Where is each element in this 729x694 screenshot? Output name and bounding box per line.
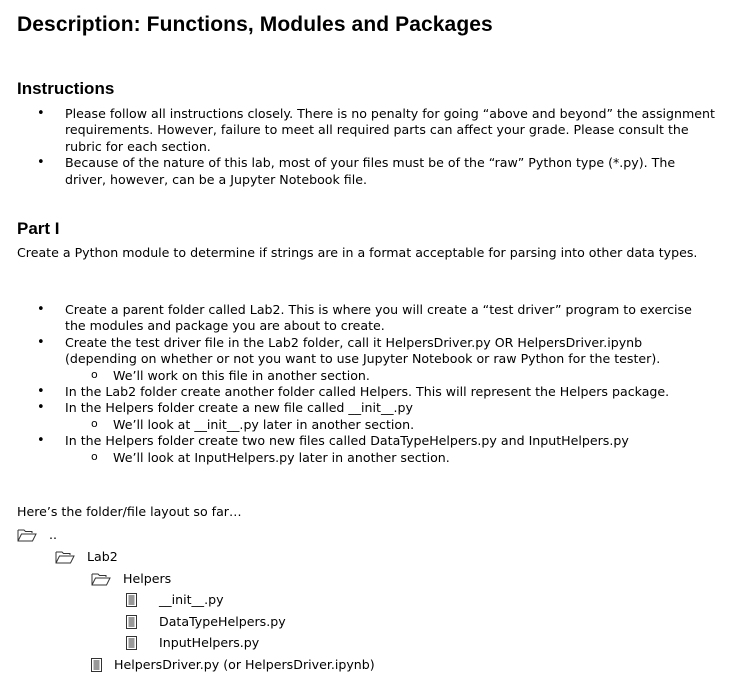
open-folder-icon <box>91 572 111 586</box>
tree-helpers-label: Helpers <box>123 571 172 586</box>
tree-root-row <box>17 527 57 543</box>
part1-intro: Create a Python module to determine if strings are in a format acceptable for parsing into other data types. <box>17 245 698 260</box>
open-folder-icon <box>55 550 75 564</box>
sub-list-item: o We’ll look at InputHelpers.py later in another section. <box>65 450 715 466</box>
list-item-text: In the Lab2 folder create another folder called Helpers. This will represent the Helpers package. <box>65 384 670 400</box>
tree-lab2-label: Lab2 <box>87 549 118 564</box>
instructions-heading: Instructions <box>17 79 115 98</box>
list-item <box>0 384 715 400</box>
list-item <box>0 400 715 433</box>
part1-list <box>0 302 729 466</box>
tree-file-label: __init__.py <box>159 592 224 607</box>
file-icon <box>126 615 137 629</box>
sub-list-item: o We’ll look at __init__.py later in another section. <box>65 417 715 433</box>
tree-root-label: .. <box>49 527 58 542</box>
tree-helpers-row <box>91 571 171 587</box>
list-item <box>0 335 715 384</box>
tree-driver-row <box>91 657 375 673</box>
list-item-text: In the Helpers folder create two new files called DataTypeHelpers.py and InputHelpers.py <box>65 433 629 449</box>
list-item <box>0 302 715 335</box>
file-icon <box>126 593 137 607</box>
list-item: • Because of the nature of this lab, most of your files must be of the “raw” Python type (*.py). The driver, however, can be a Jupyter Notebook file. <box>0 155 715 188</box>
tree-file-row <box>126 592 224 608</box>
list-item-text: Create a parent folder called Lab2. This is where you will create a “test driver” program to exercise the modules and package you are about to create. <box>65 302 692 334</box>
list-item-text: Create the test driver file in the Lab2 folder, call it HelpersDriver.py OR HelpersDriver.ipynb (depending on whether or not you want to use Jupyter Notebook or raw Python for the tester). <box>65 334 661 367</box>
sub-list-item: o We’ll work on this file in another section. <box>65 368 715 384</box>
file-icon <box>126 636 137 650</box>
file-icon <box>91 658 102 672</box>
page-title: Description: Functions, Modules and Packages <box>17 13 493 36</box>
tree-file-label: InputHelpers.py <box>159 635 260 650</box>
tree-file-row <box>126 614 286 630</box>
tree-file-label: DataTypeHelpers.py <box>159 614 286 629</box>
list-item-text: In the Helpers folder create a new file called __init__.py <box>65 400 413 416</box>
open-folder-icon <box>17 528 37 542</box>
tree-lab2-row <box>55 549 118 565</box>
list-item <box>0 433 715 466</box>
list-item: • Please follow all instructions closely. There is no penalty for going “above and beyond” the assignment requirements. However, failure to meet all required parts can affect your grade. Please consult the rubric for each section. <box>0 106 715 155</box>
layout-intro: Here’s the folder/file layout so far… <box>17 504 242 519</box>
instructions-list <box>0 106 729 188</box>
tree-driver-label: HelpersDriver.py (or HelpersDriver.ipynb) <box>114 657 375 672</box>
tree-file-row <box>126 635 259 651</box>
part1-heading: Part I <box>17 219 60 238</box>
